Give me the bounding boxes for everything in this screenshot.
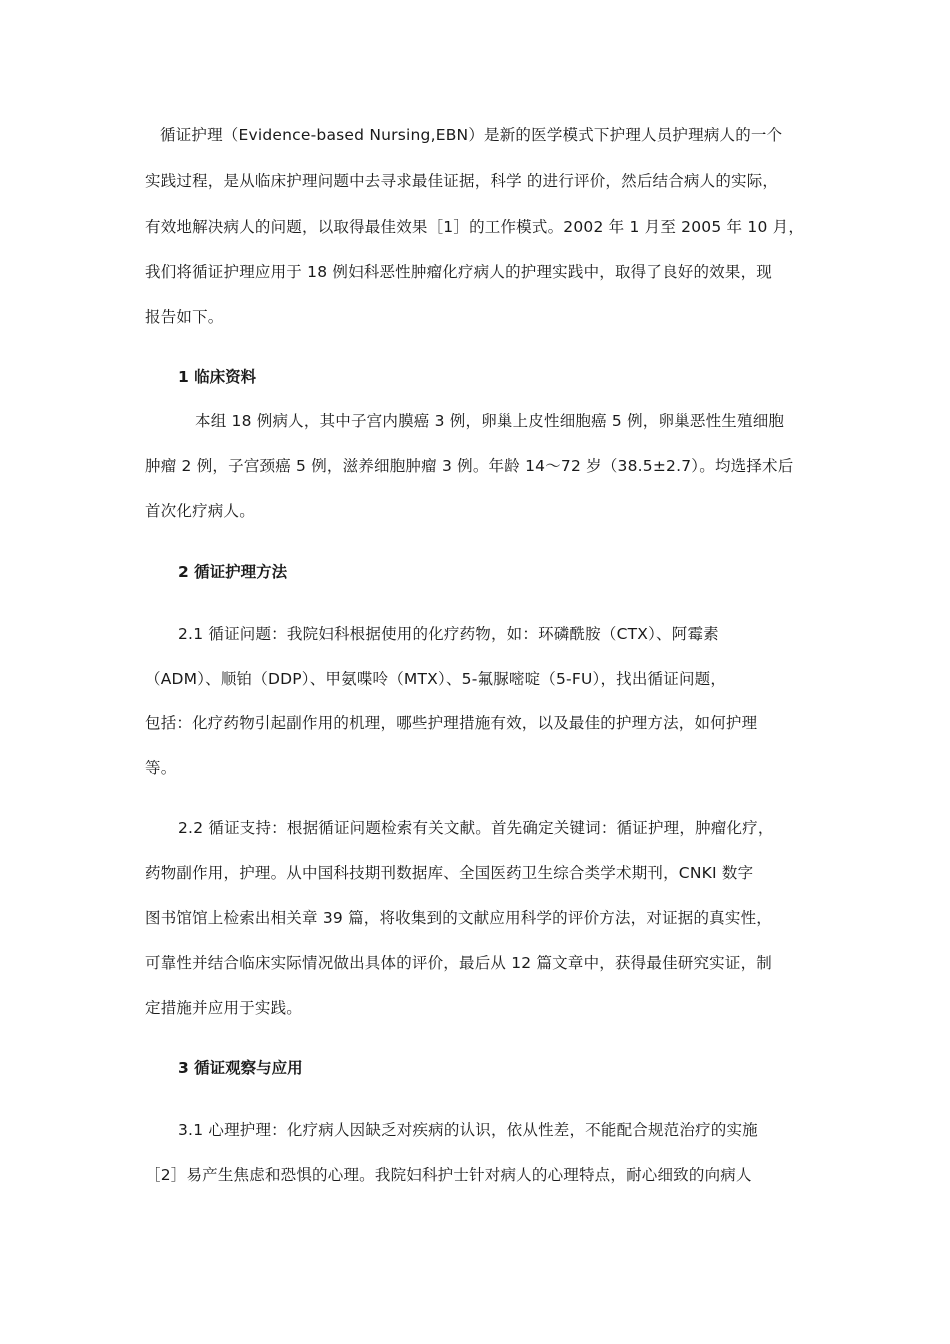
section-2-1-line-2: （ADM）、顺铂（DDP）、甲氨喋呤（MTX）、5-氟脲嘧啶（5-FU），找出循证问题， xyxy=(145,670,727,688)
section-2-2-line-4: 可靠性并结合临床实际情况做出具体的评价，最后从 12 篇文章中，获得最佳研究实证，制 xyxy=(145,954,772,972)
section-2-1-line-4: 等。 xyxy=(145,759,177,777)
section-2-2-line-3: 图书馆馆上检索出相关章 39 篇，将收集到的文献应用科学的评价方法，对证据的真实性， xyxy=(145,909,772,927)
section-1-line-1: 本组 18 例病人，其中子宫内膜癌 3 例，卵巢上皮性细胞癌 5 例，卵巢恶性生殖细胞 xyxy=(195,412,785,430)
section-1-heading: 1 临床资料 xyxy=(178,368,257,386)
intro-line-5: 报告如下。 xyxy=(145,308,224,326)
section-2-2-line-5: 定措施并应用于实践。 xyxy=(145,999,303,1017)
section-2-1-line-3: 包括：化疗药物引起副作用的机理，哪些护理措施有效，以及最佳的护理方法，如何护理 xyxy=(145,714,758,732)
intro-line-2: 实践过程，是从临床护理问题中去寻求最佳证据，科学 的进行评价，然后结合病人的实际， xyxy=(145,172,779,190)
section-2-heading: 2 循证护理方法 xyxy=(178,563,288,581)
section-2-1-line-1: 2.1 循证问题：我院妇科根据使用的化疗药物，如：环磷酰胺（CTX）、阿霉素 xyxy=(178,625,719,643)
intro-line-3: 有效地解决病人的问题，以取得最佳效果［1］的工作模式。2002 年 1 月至 2005 年 10 月， xyxy=(145,218,805,236)
section-2-2-line-1: 2.2 循证支持：根据循证问题检索有关文献。首先确定关键词：循证护理，肿瘤化疗， xyxy=(178,819,774,837)
section-1-line-3: 首次化疗病人。 xyxy=(145,502,255,520)
section-2-2-line-2: 药物副作用，护理。从中国科技期刊数据库、全国医药卫生综合类学术期刊，CNKI 数字 xyxy=(145,864,754,882)
section-3-1-line-1: 3.1 心理护理：化疗病人因缺乏对疾病的认识，依从性差，不能配合规范治疗的实施 xyxy=(178,1121,758,1139)
section-1-line-2: 肿瘤 2 例，子宫颈癌 5 例，滋养细胞肿瘤 3 例。年龄 14～72 岁（38.5±2.7）。均选择术后 xyxy=(145,457,794,475)
intro-line-4: 我们将循证护理应用于 18 例妇科恶性肿瘤化疗病人的护理实践中，取得了良好的效果，现 xyxy=(145,263,772,281)
section-3-1-line-2: ［2］易产生焦虑和恐惧的心理。我院妇科护士针对病人的心理特点，耐心细致的向病人 xyxy=(145,1166,752,1184)
intro-line-1: 循证护理（Evidence-based Nursing,EBN）是新的医学模式下护理人员护理病人的一个 xyxy=(160,126,783,144)
section-3-heading: 3 循证观察与应用 xyxy=(178,1059,303,1077)
